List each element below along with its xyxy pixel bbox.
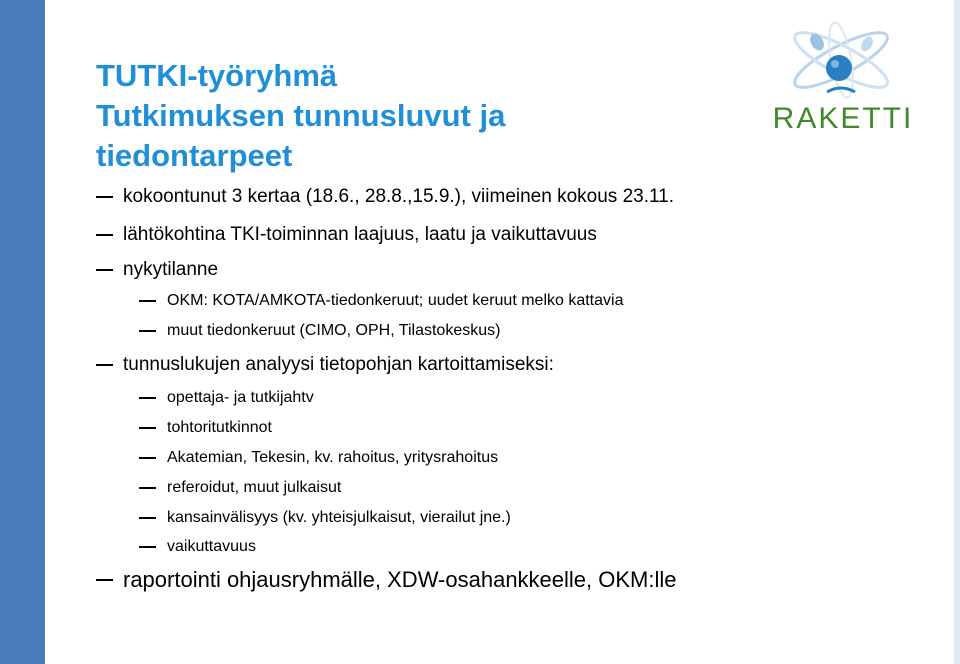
slide-title	[96, 56, 505, 176]
dash-marker	[96, 579, 113, 581]
dash-marker	[96, 234, 113, 236]
bullet-text: tunnuslukujen analyysi tietopohjan kartoittamiseksi:	[123, 354, 554, 375]
dash-marker	[96, 269, 113, 271]
dash-marker	[139, 517, 156, 519]
dash-marker	[139, 457, 156, 459]
title-line-3: tiedontarpeet	[96, 138, 293, 173]
bullet-text: Akatemian, Tekesin, kv. rahoitus, yritysrahoitus	[167, 449, 499, 466]
dash-marker	[96, 364, 113, 366]
bullet-text: opettaja- ja tutkijahtv	[167, 389, 314, 406]
bullet-text: OKM: KOTA/AMKOTA-tiedonkeruut; uudet keruut melko kattavia	[167, 292, 624, 309]
bullet-text: vaikuttavuus	[167, 538, 256, 555]
bullet-text: kansainvälisyys (kv. yhteisjulkaisut, vierailut jne.)	[167, 509, 511, 526]
dash-marker	[139, 397, 156, 399]
left-accent-bar	[0, 0, 45, 664]
logo-text: RAKETTI	[772, 102, 914, 135]
sub-bullet-2	[167, 321, 500, 341]
dash-marker	[139, 427, 156, 429]
bullet-text: raportointi ohjausryhmälle, XDW-osahankkeelle, OKM:lle	[123, 567, 677, 592]
sub-bullet-3	[167, 388, 314, 408]
sub-bullet-7	[167, 508, 511, 528]
dash-marker	[139, 487, 156, 489]
bullet-5	[123, 567, 677, 593]
sub-bullet-5	[167, 448, 498, 468]
title-line-2: Tutkimuksen tunnusluvut ja	[96, 98, 506, 133]
bullet-text: kokoontunut 3 kertaa (18.6., 28.8.,15.9.), viimeinen kokous 23.11.	[123, 186, 674, 207]
bullet-text: tohtoritutkinnot	[167, 419, 272, 436]
bullet-text: referoidut, muut julkaisut	[167, 479, 342, 496]
sub-bullet-1	[167, 291, 623, 311]
raketti-logo	[757, 18, 925, 133]
dash-marker	[139, 330, 156, 332]
sub-bullet-8	[167, 537, 256, 557]
bullet-text: lähtökohtina TKI-toiminnan laajuus, laatu ja vaikuttavuus	[123, 224, 597, 245]
dash-marker	[139, 546, 156, 548]
sub-bullet-4	[167, 418, 272, 438]
bullet-text: nykytilanne	[123, 259, 219, 280]
bullet-4	[123, 353, 554, 377]
atom-orbit-icon	[757, 18, 925, 104]
bullet-text: muut tiedonkeruut (CIMO, OPH, Tilastokeskus)	[167, 322, 501, 339]
title-line-1: TUTKI-työryhmä	[96, 58, 338, 93]
bullet-3	[123, 258, 218, 282]
bullet-1	[123, 185, 674, 209]
bullet-2	[123, 223, 597, 247]
sub-bullet-6	[167, 478, 341, 498]
dash-marker	[139, 300, 156, 302]
dash-marker	[96, 196, 113, 198]
right-edge-strip	[954, 0, 960, 664]
